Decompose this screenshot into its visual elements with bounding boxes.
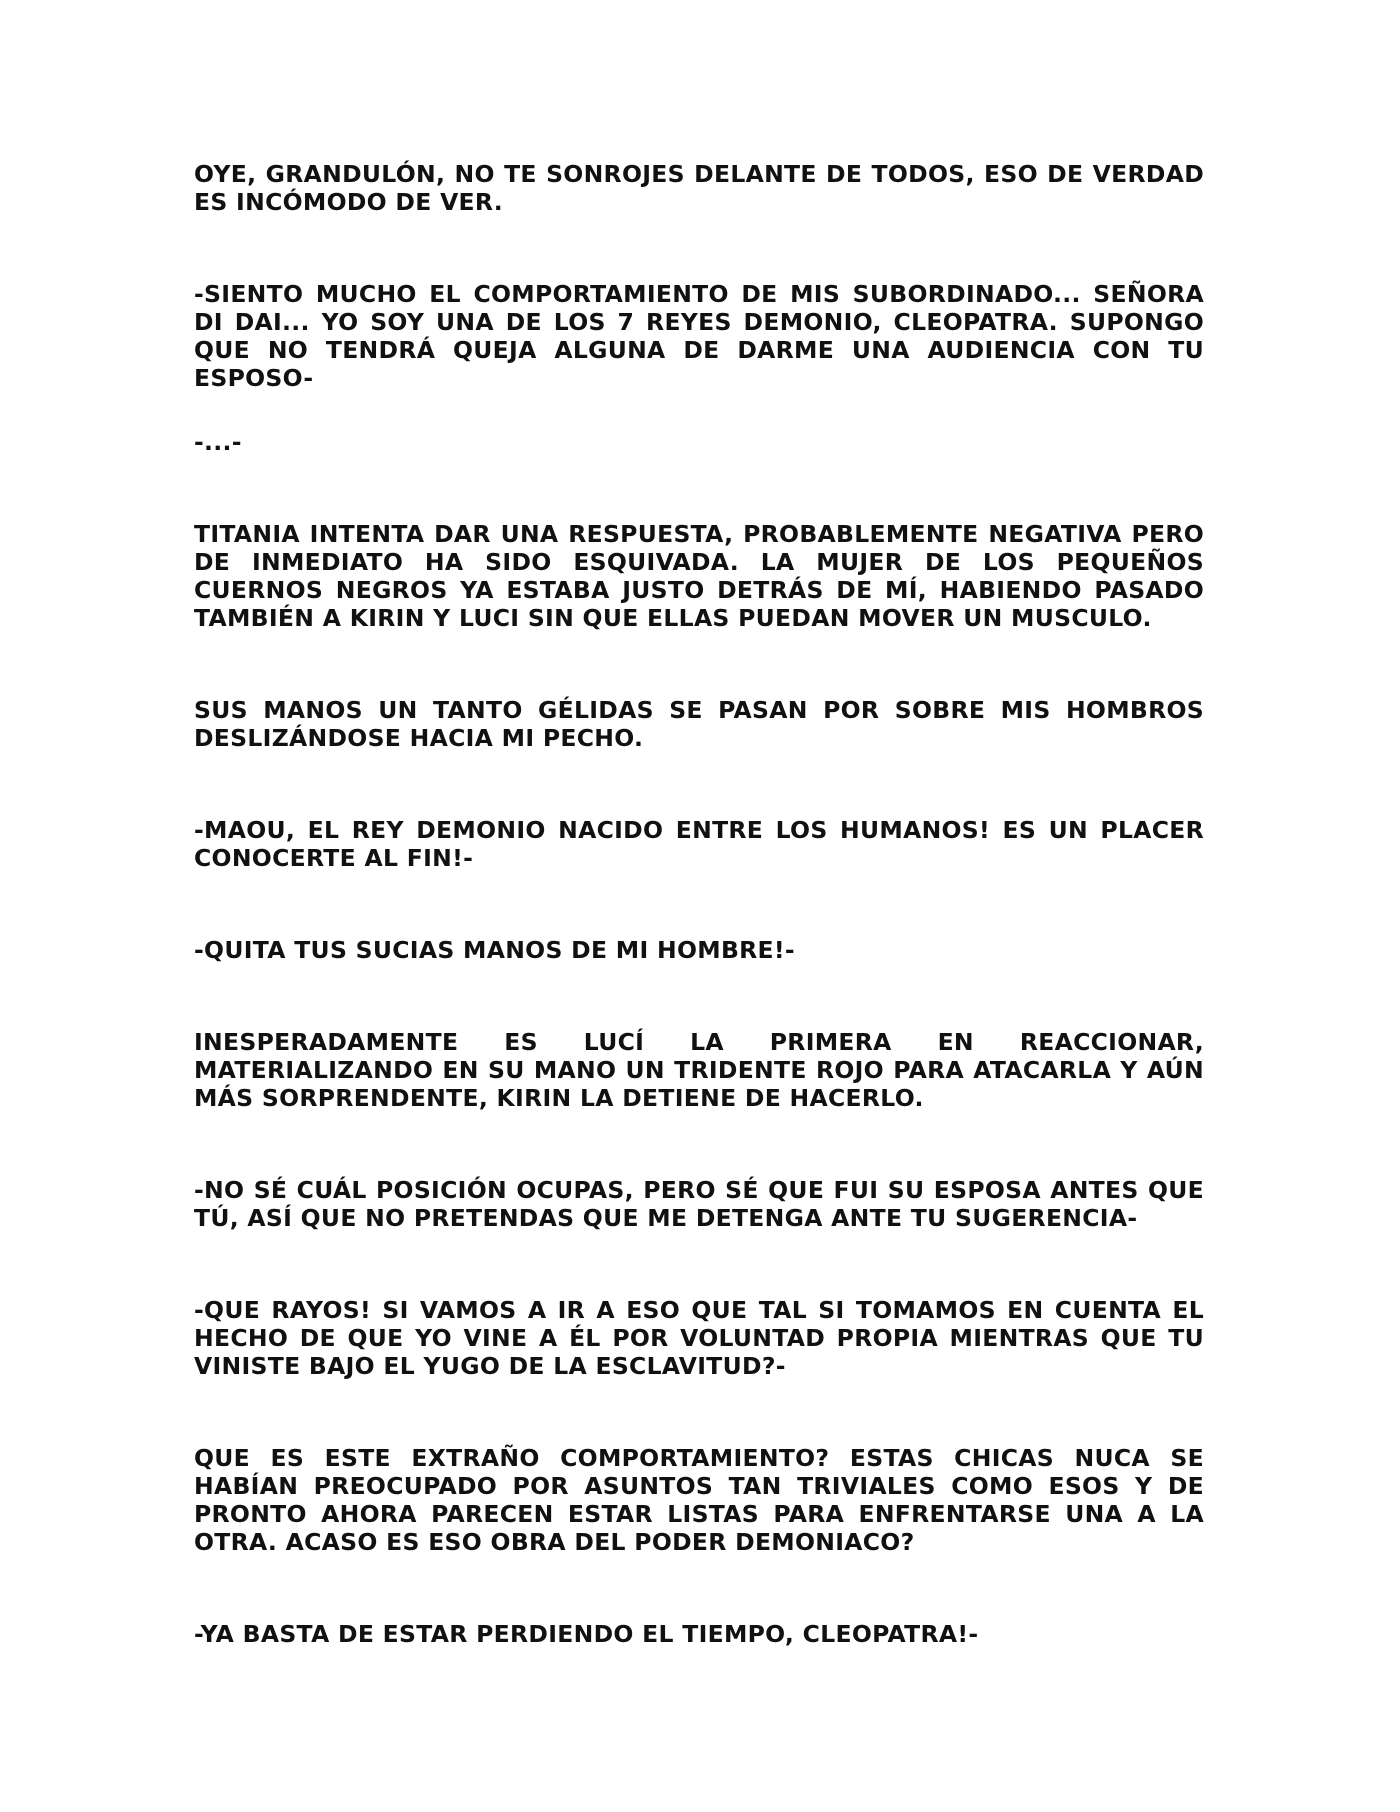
paragraph: -QUE RAYOS! SI VAMOS A IR A ESO QUE TAL SI TOMAMOS EN CUENTA EL HECHO DE QUE YO VINE A ÉL POR VOLUNTAD PROPIA MIENTRAS QUE TU VINISTE BAJO EL YUGO DE LA ESCLAVITUD?- [194,1296,1204,1380]
paragraph: OYE, GRANDULÓN, NO TE SONROJES DELANTE DE TODOS, ESO DE VERDAD ES INCÓMODO DE VER. [194,160,1204,216]
paragraph: SUS MANOS UN TANTO GÉLIDAS SE PASAN POR SOBRE MIS HOMBROS DESLIZÁNDOSE HACIA MI PECHO. [194,696,1204,752]
paragraph: -MAOU, EL REY DEMONIO NACIDO ENTRE LOS HUMANOS! ES UN PLACER CONOCERTE AL FIN!- [194,816,1204,872]
paragraph: -YA BASTA DE ESTAR PERDIENDO EL TIEMPO, CLEOPATRA!- [194,1620,979,1648]
paragraph: QUE ES ESTE EXTRAÑO COMPORTAMIENTO? ESTAS CHICAS NUCA SE HABÍAN PREOCUPADO POR ASUNTOS TAN TRIVIALES COMO ESOS Y DE PRONTO AHORA PARECEN ESTAR LISTAS PARA ENFRENTARSE UNA A LA OTRA. ACASO ES ESO OBRA DEL PODER DEMONIACO? [194,1444,1204,1556]
paragraph: -NO SÉ CUÁL POSICIÓN OCUPAS, PERO SÉ QUE FUI SU ESPOSA ANTES QUE TÚ, ASÍ QUE NO PRETENDAS QUE ME DETENGA ANTE TU SUGERENCIA- [194,1176,1204,1232]
paragraph: TITANIA INTENTA DAR UNA RESPUESTA, PROBABLEMENTE NEGATIVA PERO DE INMEDIATO HA SIDO ESQUIVADA. LA MUJER DE LOS PEQUEÑOS CUERNOS NEGROS YA ESTABA JUSTO DETRÁS DE MÍ, HABIENDO PASADO TAMBIÉN A KIRIN Y LUCI SIN QUE ELLAS PUEDAN MOVER UN MUSCULO. [194,520,1204,632]
paragraph: -SIENTO MUCHO EL COMPORTAMIENTO DE MIS SUBORDINADO... SEÑORA DI DAI... YO SOY UNA DE LOS 7 REYES DEMONIO, CLEOPATRA. SUPONGO QUE NO TENDRÁ QUEJA ALGUNA DE DARME UNA AUDIENCIA CON TU ESPOSO- [194,280,1204,392]
paragraph: -...- [194,428,242,456]
paragraph: -QUITA TUS SUCIAS MANOS DE MI HOMBRE!- [194,936,795,964]
paragraph: INESPERADAMENTE ES LUCÍ LA PRIMERA EN REACCIONAR, MATERIALIZANDO EN SU MANO UN TRIDENTE ROJO PARA ATACARLA Y AÚN MÁS SORPRENDENTE, KIRIN LA DETIENE DE HACERLO. [194,1028,1204,1112]
